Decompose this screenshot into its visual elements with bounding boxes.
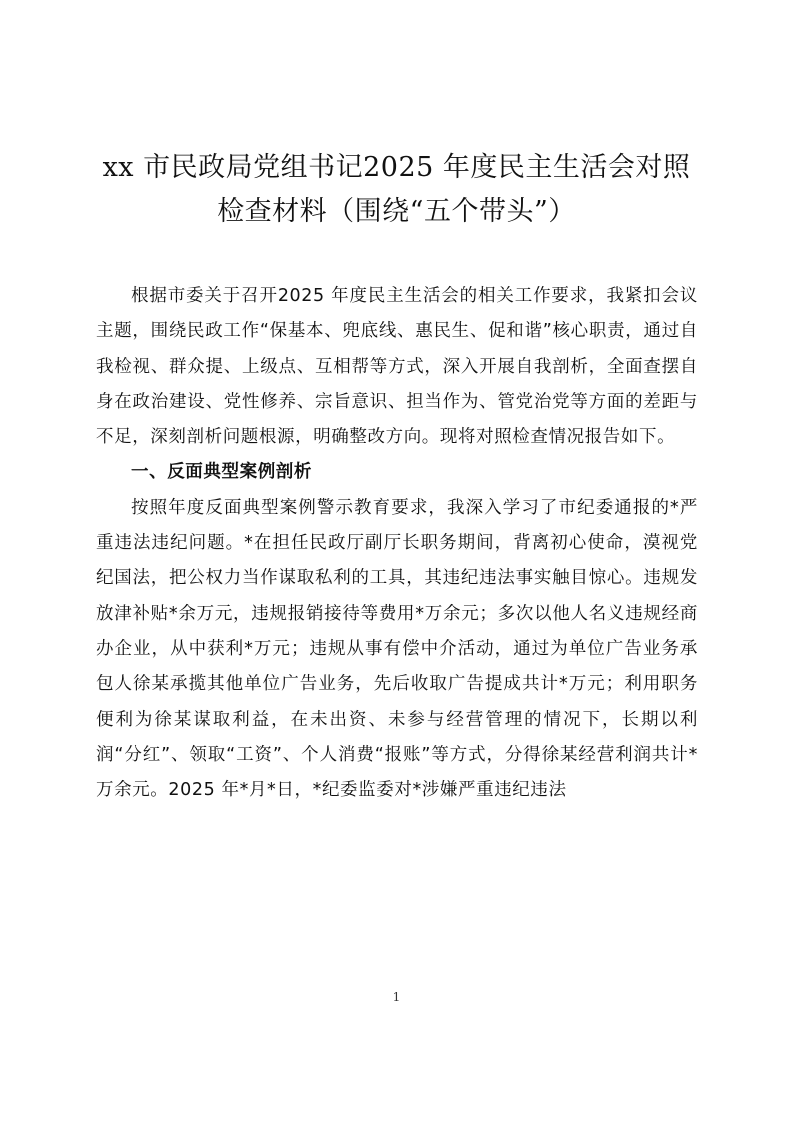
intro-paragraph: 根据市委关于召开2025 年度民主生活会的相关工作要求，我紧扣会议主题，围绕民政工作“保基本、兜底线、惠民生、促和谐”核心职责，通过自我检视、群众提、上级点、互相帮等方式，深入开展自我剖析，全面查摆自身在政治建设、党性修养、宗旨意识、担当作为、管党治党等方面的差距与不足，深刻剖析问题根源，明确整改方向。现将对照检查情况报告如下。 <box>96 286 698 448</box>
section-heading: 一、反面典型案例剖析 <box>131 462 312 483</box>
document-body <box>96 279 698 808</box>
case-analysis-paragraph: 按照年度反面典型案例警示教育要求，我深入学习了市纪委通报的*严重违法违纪问题。*在担任民政厅副厅长职务期间，背离初心使命，漠视党纪国法，把公权力当作谋取私利的工具，其违纪违法事实触目惊心。违规发放津补贴*余万元，违规报销接待等费用*万余元；多次以他人名义违规经商办企业，从中获利*万元；违规从事有偿中介活动，通过为单位广告业务承包人徐某承揽其他单位广告业务，先后收取广告提成共计*万元；利用职务便利为徐某谋取利益，在未出资、未参与经营管理的情况下，长期以利润“分红”、领取“工资”、个人消费“报账”等方式，分得徐某经营利润共计*万余元。2025 年*月*日，*纪委监委对*涉嫌严重违纪违法 <box>96 497 698 801</box>
document-title-line-1: xx 市民政局党组书记2025 年度民主生活会对照 <box>102 152 691 183</box>
page-number: 1 <box>392 990 401 1004</box>
document-title-line-2: 检查材料（围绕“五个带头”） <box>217 196 576 227</box>
